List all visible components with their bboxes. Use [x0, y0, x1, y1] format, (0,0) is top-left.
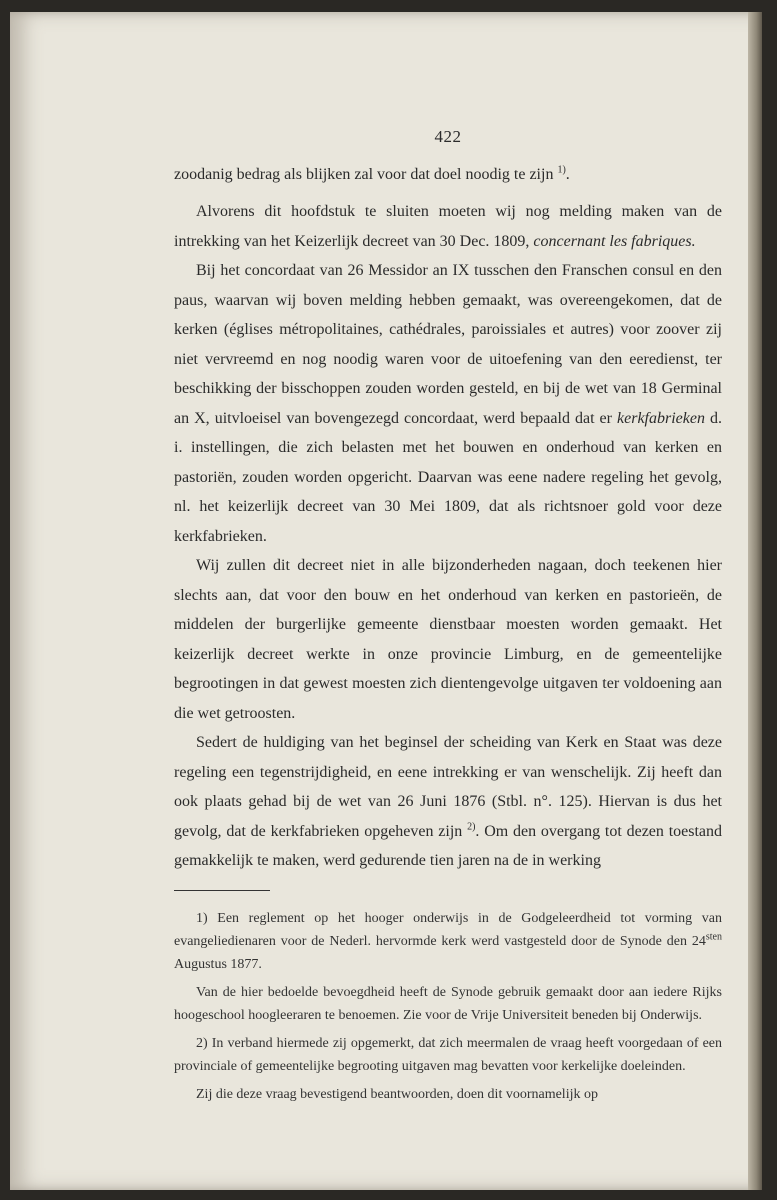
paragraph-2-text: Alvorens dit hoofdstuk te sluiten moeten wij nog melding maken van de intrekking van het Keizerlijk decreet van 30 Dec. 1809, — [174, 203, 722, 250]
footnote-2-continued: Zij die deze vraag bevestigend beantwoorden, doen dit voornamelijk op — [196, 1086, 598, 1102]
footnote-1 — [174, 907, 722, 976]
book-page — [10, 12, 762, 1190]
page-edge — [748, 12, 762, 1190]
footnote-ref-2: 2) — [467, 821, 476, 833]
paragraph-2-italic: concernant les fabriques. — [533, 232, 696, 250]
footnote-1-text-b: Augustus 1877. — [174, 956, 262, 972]
footnote-divider — [174, 890, 270, 891]
footnote-1-continued: Van de hier bedoelde bevoegdheid heeft de Synode gebruik gemaakt door aan iedere Rijks hoogeschool hoogleeraren te benoemen. Zie voor de Vrije Universiteit beneden bij Onderwijs. — [174, 984, 722, 1023]
paragraph-4: Wij zullen dit decreet niet in alle bijzonderheden nagaan, doch teekenen hier slechts aan, dat voor den bouw en het onderhoud van kerken en pastorieën, de middelen der burgerlijke gemeente dienstbaar moesten worden gemaakt. Het keizerlijk decreet werkte in onze provincie Limburg, en de gemeentelijke begrootingen in dat gewest moesten zich dientengevolge uitgaven ter voldoening aan die wet getroosten. — [174, 557, 722, 722]
footnote-1-sup: sten — [705, 930, 722, 942]
paragraph-1 — [174, 160, 722, 190]
paragraph-3-text-b: d. i. instellingen, die zich belasten met het bouwen en onderhoud van kerken en pastoriën, zouden worden opgericht. Daarvan was eene nadere regeling het gevolg, nl. het keizerlijk decreet van 30 Mei 1809, dat als richtsnoer gold voor deze kerkfabrieken. — [174, 409, 722, 545]
paragraph-5-text-a: Sedert de huldiging van het beginsel der scheiding van Kerk en Staat was deze regeling een tegenstrijdigheid, en eene intrekking er van wenschelijk. Zij heeft dan ook plaats gehad bij de wet van 26 Juni 1876 (Stbl. n°. 125). Hiervan is dus het gevolg, dat de kerkfabrieken opgeheven zijn — [174, 734, 722, 840]
footnote-2: 2) In verband hiermede zij opgemerkt, dat zich meermalen de vraag heeft voorgedaan of een provinciale of gemeentelijke begrooting uitgaven mag bevatten voor kerkelijke doeleinden. — [174, 1035, 722, 1074]
page-number: 422 — [434, 127, 462, 146]
paragraph-5 — [174, 728, 722, 876]
paragraph-1-text: zoodanig bedrag als blijken zal voor dat doel noodig te zijn — [174, 165, 554, 183]
paragraph-3 — [174, 256, 722, 551]
page-content — [174, 122, 722, 1111]
paragraph-3-text-a: Bij het concordaat van 26 Messidor an IX tusschen den Franschen consul en den paus, waarvan wij boven melding hebben gemaakt, was overeengekomen, dat de kerken (églises métropolitaines, cathédrales, paroissiales et autres) voor zoover zij niet vervreemd en nog noodig waren voor de uitoefening van den eeredienst, ter beschikking der bisschoppen zouden worden gesteld, en bij de wet van 18 Germinal an X, uitvloeisel van bovengezegd concordaat, werd bepaald dat er — [174, 262, 722, 427]
footnote-ref-1: 1) — [557, 164, 566, 176]
paragraph-3-italic: kerkfabrieken — [617, 409, 705, 427]
footnotes — [174, 907, 722, 1106]
paragraph-2 — [174, 197, 722, 256]
paragraph-1-end: . — [565, 165, 570, 183]
footnote-1-text-a: 1) Een reglement op het hooger onderwijs in de Godgeleerdheid tot vorming van evangeliedienaren voor de Nederl. hervormde kerk werd vastgesteld door de Synode den 24 — [174, 910, 722, 949]
paragraph-5-text-b: . Om den overgang tot dezen toestand gemakkelijk te maken, werd gedurende tien jaren na de in werking — [174, 822, 723, 869]
